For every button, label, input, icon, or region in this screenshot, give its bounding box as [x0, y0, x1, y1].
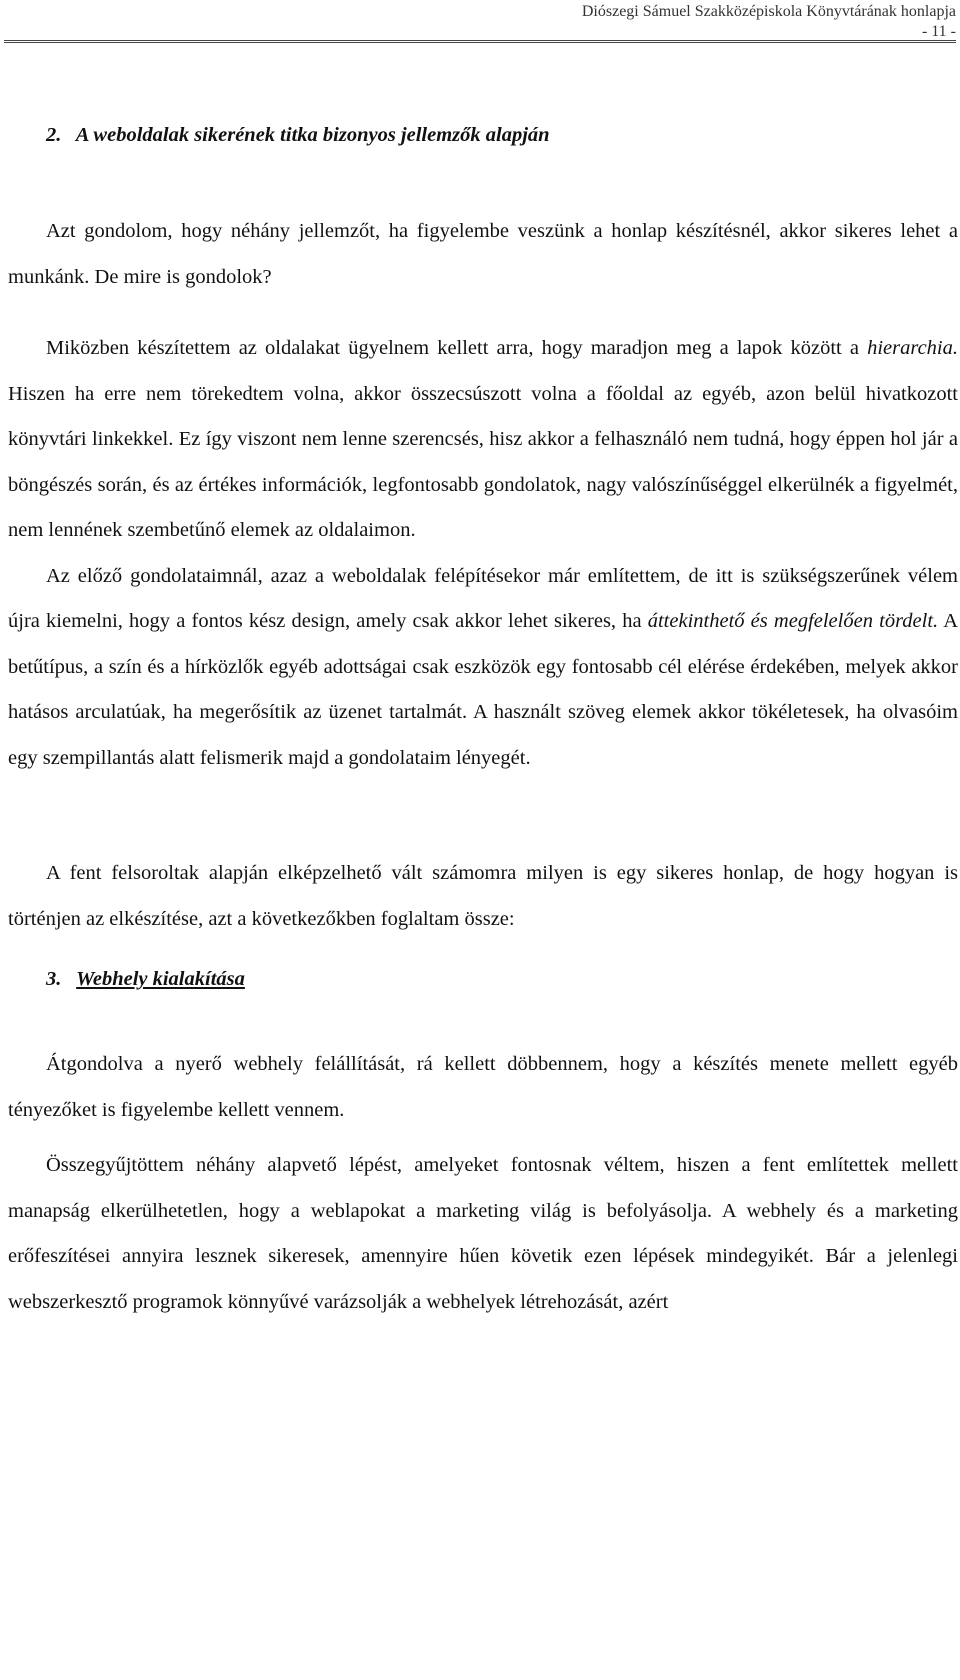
paragraph-3 [8, 554, 958, 782]
paragraph-2 [8, 326, 958, 554]
header-rule [4, 40, 956, 43]
paragraph-4: A fent felsoroltak alapján elképzelhető vált számomra milyen is egy sikeres honlap, de hogy hogyan is történjen az elkészítése, azt a következőkben foglaltam össze: [8, 862, 958, 930]
paragraph-5: Átgondolva a nyerő webhely felállítását, rá kellett döbbennem, hogy a készítés menete mellett egyéb tényezőket is figyelembe kellett vennem. [8, 1053, 958, 1121]
section-2-heading [46, 118, 958, 152]
paragraph-3-part-c: A betűtípus, a szín és a hírközlők egyéb adottságai csak eszközök egy fontosabb cél elérése érdekében, melyek akkor hatásos arculatúak, ha megerősítik az üzenet tartalmát. A használt szöveg elemek akkor tökéletesek, ha olvasóim egy szempillantás alatt felismerik majd a gondolataim lényegét. [8, 610, 958, 769]
paragraph-2-part-c: Hiszen ha erre nem törekedtem volna, akkor összecsúszott volna a főoldal az egyéb, azon belül hivatkozott könyvtári linkekkel. Ez így viszont nem lenne szerencsés, hisz akkor a felhasználó nem tudná, hogy éppen hol jár a böngészés során, és az értékes információk, legfontosabb gondolatok, nagy valószínűséggel elkerülnék a figyelmét, nem lennének szembetűnő elemek az oldalaimon. [8, 382, 958, 541]
running-header [16, 2, 956, 42]
paragraph-3-part-a: Az előző gondolataimnál, azaz a weboldalak felépítésekor már említettem, de itt is szükségszerűnek vélem újra kiemelni, hogy a fontos kész design, amely csak akkor lehet sikeres, ha [8, 564, 958, 632]
paragraph-2-italic: hierarchia. [867, 337, 958, 359]
section-3-title: Webhely kialakítása [76, 968, 245, 990]
header-title: Diószegi Sámuel Szakközépiskola Könyvtárának honlapja [581, 3, 956, 20]
paragraph-1: Azt gondolom, hogy néhány jellemzőt, ha figyelembe veszünk a honlap készítésnél, akkor sikeres lehet a munkánk. De mire is gondolok? [8, 220, 958, 288]
paragraph-2-part-a: Miközben készítettem az oldalakat ügyelnem kellett arra, hogy maradjon meg a lapok között a [46, 337, 868, 359]
section-2-number: 2. [46, 124, 62, 146]
page-body [8, 118, 958, 1325]
page-number: - 11 - [921, 23, 956, 40]
paragraph-6: Összegyűjtöttem néhány alapvető lépést, amelyeket fontosnak véltem, hiszen a fent említettek mellett manapság elkerülhetetlen, hogy a weblapokat a marketing világ is befolyásolja. A webhely és a marketing erőfeszítései annyira lesznek sikeresek, amennyire hűen követik ezen lépések mindegyikét. Bár a jelenlegi webszerkesztő programok könnyűvé varázsolják a webhelyek létrehozását, azért [8, 1154, 958, 1313]
paragraph-3-italic: áttekinthető és megfelelően tördelt. [647, 610, 939, 632]
section-3-number: 3. [46, 968, 62, 990]
section-2-title: A weboldalak sikerének titka bizonyos jellemzők alapján [75, 124, 550, 146]
section-3-heading [46, 962, 958, 996]
